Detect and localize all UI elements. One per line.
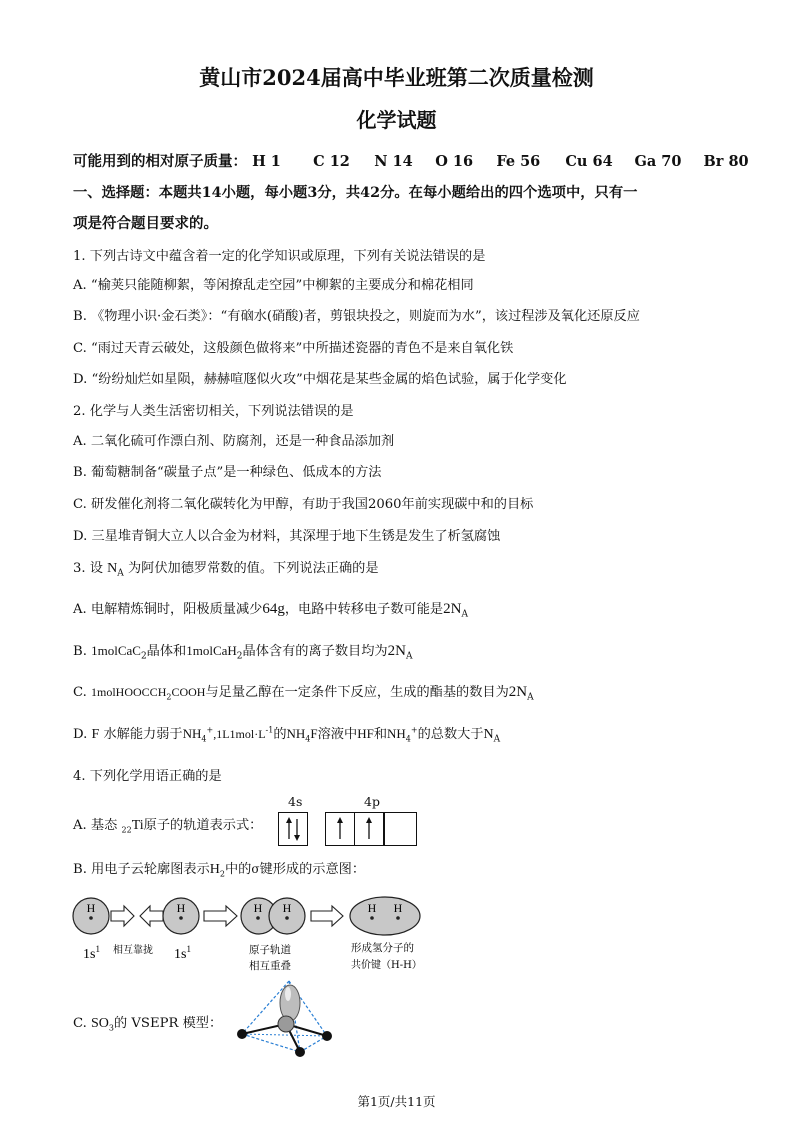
orbital-box-4p-1 [325, 812, 355, 846]
orbital-box-4s [278, 812, 308, 846]
atomic-mass-item: H 1 [252, 153, 281, 170]
central-atom [278, 1016, 294, 1032]
q1-option-d: D. “纷纷灿烂如星陨，赫赫喧豗似火攻”中烟花是某些金属的焰色试验，属于化学变化 [73, 372, 567, 387]
label-form-2: 共价键（H-H） [351, 960, 422, 971]
h-label: H [367, 901, 377, 915]
h-label: H [282, 901, 292, 915]
orbital-box-4p-2 [354, 812, 384, 846]
left-arrow-icon [140, 906, 163, 926]
h-label: H [176, 901, 186, 915]
h-label: H [253, 901, 263, 915]
label-form-1: 形成氢分子的 [351, 942, 414, 954]
label-approach: 相互靠拢 [113, 945, 153, 956]
q2-stem: 2. 化学与人类生活密切相关，下列说法错误的是 [73, 404, 354, 419]
atomic-mass-line [73, 150, 749, 171]
atomic-mass-item: Cu 64 [565, 153, 613, 170]
atomic-mass-item: Ga 70 [634, 153, 682, 170]
atomic-mass-item: C 12 [313, 153, 350, 170]
exam-title: 黄山市2024届高中毕业班第二次质量检测 [199, 65, 594, 90]
atomic-mass-item: N 14 [374, 153, 413, 170]
q1-option-c: C. “雨过天青云破处，这般颜色做将来”中所描述瓷器的青色不是来自氧化铁 [73, 341, 514, 356]
paired-spin-icon [279, 813, 307, 845]
atomic-mass-item: Br 80 [703, 153, 749, 170]
q2-option-a: A. 二氧化硫可作漂白剂、防腐剂，还是一种食品添加剂 [73, 434, 395, 449]
page-footer: 第1页/共11页 [357, 1094, 436, 1109]
q2-option-b: B. 葡萄糖制备“碳量子点”是一种绿色、低成本的方法 [73, 465, 382, 480]
up-spin-icon [355, 813, 383, 845]
h-label: H [86, 901, 96, 915]
q3-option-a: A. 电解精炼铜时，阳极质量减少64g，电路中转移电子数可能是$2N_A$ [73, 601, 468, 620]
q2-option-d: D. 三星堆青铜大立人以合金为材料，其深埋于地下生锈是发生了析氢腐蚀 [73, 529, 501, 544]
sigma-bond-figure [68, 890, 438, 978]
q4-stem: 4. 下列化学用语正确的是 [73, 769, 222, 784]
exam-subtitle: 化学试题 [356, 108, 437, 132]
ligand-atom [295, 1047, 305, 1057]
q4-option-b: B. 用电子云轮廓图表示$H_2$中的σ键形成的示意图： [73, 862, 366, 879]
q4-option-a: A. 基态 $_{22}$Ti原子的轨道表示式： [73, 818, 263, 835]
ligand-atom [237, 1029, 247, 1039]
vsepr-model-figure [232, 978, 342, 1058]
h2-molecule-cloud [350, 897, 420, 935]
right-arrow-icon [111, 906, 134, 926]
q1-option-a: A. “榆荚只能随柳絮，等闲撩乱走空园”中柳絮的主要成分和棉花相同 [73, 278, 474, 293]
ligand-atom [322, 1031, 332, 1041]
right-arrow-icon [311, 906, 343, 926]
section-header-cont: 项是符合题目要求的。 [73, 215, 218, 232]
orbital-box-4p-3 [384, 812, 417, 846]
q1-option-b: B. 《物理小识·金石类》：“有硇水(硝酸)者，剪银块投之，则旋而为水”，该过程涉及氧化还原反应 [73, 309, 640, 324]
label-overlap-2: 相互重叠 [249, 960, 291, 972]
q3-option-d: D. F 水解能力弱于$NH_4^+,1L1mol\cdot L^{-1}$的$NH_4F$溶液中HF和$NH_4^+$的总数大于$N_A$ [73, 725, 501, 745]
orbital-label-4s: 4s [288, 794, 303, 809]
q3-stem: 3. 设 $N_A$ 为阿伏加德罗常数的值。下列说法正确的是 [73, 561, 379, 579]
label-overlap-1: 原子轨道 [249, 944, 291, 956]
orbital-label-4p: 4p [364, 794, 380, 809]
atomic-mass-item: Fe 56 [496, 153, 541, 170]
q3-option-b: B. 1molCaC$_2$晶体和1molCaH$_2$晶体含有的离子数目均为$2N_A$ [73, 643, 413, 662]
q2-option-c: C. 研发催化剂将二氧化碳转化为甲醇，有助于我国2060年前实现碳中和的目标 [73, 497, 534, 512]
h-label: H [393, 901, 403, 915]
up-spin-icon [326, 813, 354, 845]
right-arrow-icon [204, 906, 237, 926]
q4-option-c: C. $SO_3$的 VSEPR 模型： [73, 1016, 223, 1033]
label-1s1: $1s^1$ [174, 944, 191, 962]
q3-option-c: C. 1molHOOCCH$_2$COOH与足量乙醇在一定条件下反应，生成的酯基的数目为$2N_A$ [73, 684, 534, 703]
label-1s1: $1s^1$ [83, 944, 100, 962]
atomic-mass-item: O 16 [435, 153, 474, 170]
atomic-mass-label: 可能用到的相对原子质量： [73, 153, 247, 170]
section-header: 一、选择题：本题共14小题，每小题3分，共42分。在每小题给出的四个选项中，只有一 [73, 185, 638, 201]
q1-stem: 1. 下列古诗文中蕴含着一定的化学知识或原理，下列有关说法错误的是 [73, 249, 486, 264]
